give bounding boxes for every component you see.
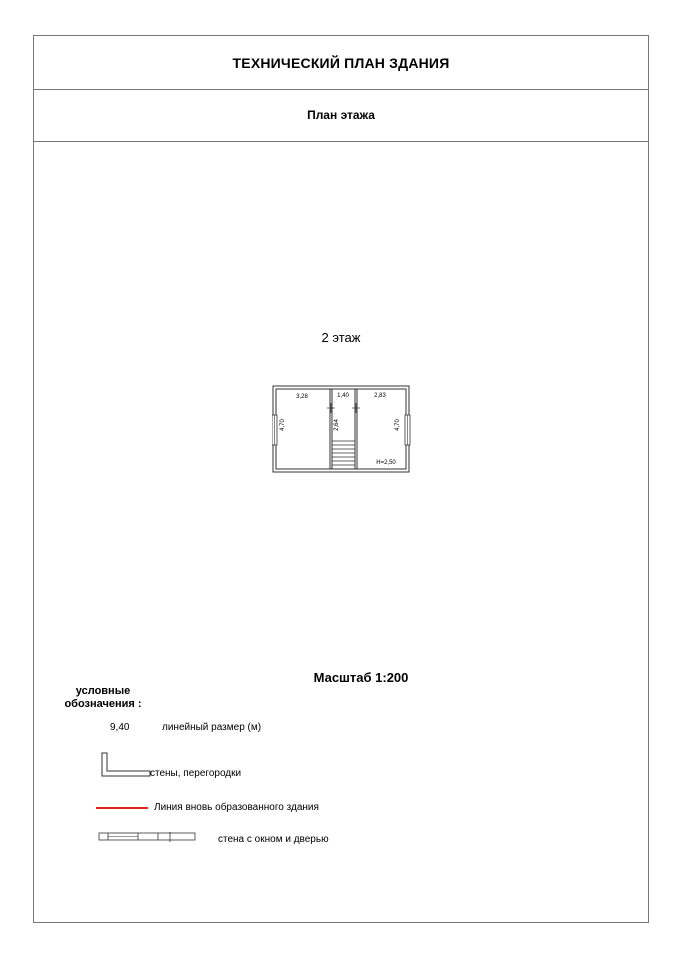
dim-left-room-depth: 4,70	[280, 419, 286, 431]
wall-window-door-icon	[98, 832, 198, 842]
dim-left-room-width: 3,28	[296, 394, 308, 400]
wall-corner-icon	[100, 752, 152, 778]
floor-label: 2 этаж	[321, 330, 361, 345]
plan-sheet	[33, 35, 649, 923]
legend-symbol-dimension: 9,40	[110, 722, 130, 733]
dim-stair-width: 1,40	[337, 393, 349, 399]
legend-label-wall-window-door: стена с окном и дверью	[218, 834, 329, 845]
legend-label-dimension: линейный размер (м)	[162, 722, 262, 733]
legend-title: условные обозначения :	[64, 685, 142, 710]
legend-label-new-building: Линия вновь образованного здания	[154, 802, 319, 813]
red-line-icon	[96, 807, 148, 809]
document-title: ТЕХНИЧЕСКИЙ ПЛАН ЗДАНИЯ	[34, 36, 648, 90]
scale-text: Масштаб 1:200	[313, 670, 409, 685]
room-height: H=2,50	[376, 460, 396, 466]
legend-label-walls: стены, перегородки	[150, 768, 242, 779]
document-subtitle: План этажа	[34, 89, 648, 142]
dim-right-room-depth: 4,70	[395, 419, 401, 431]
dim-right-room-width: 2,83	[374, 393, 386, 399]
dim-stair-depth: 2,64	[334, 419, 340, 431]
scale-label	[34, 670, 648, 685]
floor-plan	[272, 385, 412, 475]
